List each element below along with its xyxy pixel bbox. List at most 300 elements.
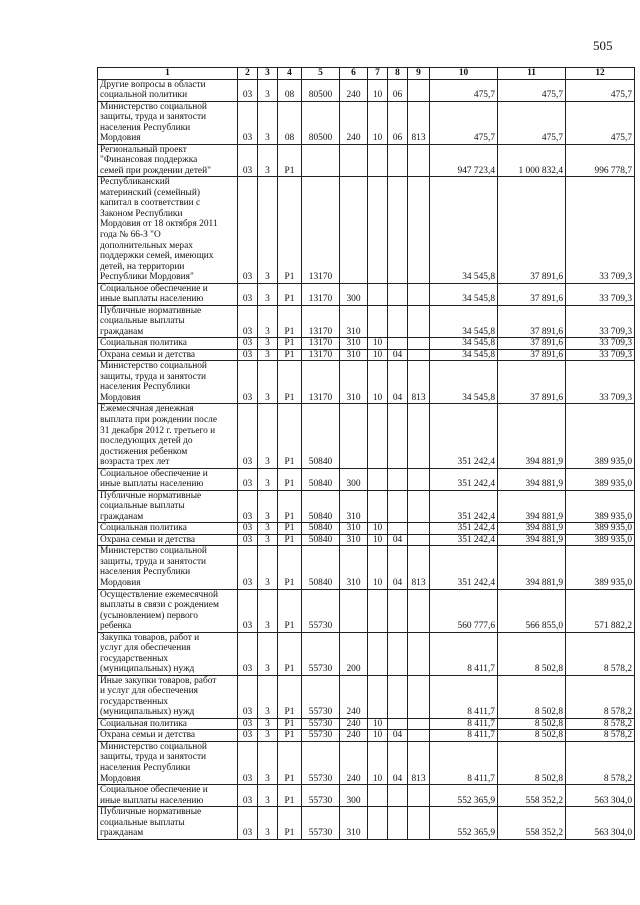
code-subdivision (388, 338, 408, 350)
code-subdivision (388, 144, 408, 177)
code-subdivision (388, 807, 408, 840)
code-department (408, 589, 430, 632)
amount-col10: 947 723,4 (430, 144, 498, 177)
code-sub: 3 (258, 785, 278, 807)
code-target: 13170 (302, 349, 340, 361)
table-row (98, 468, 635, 490)
row-name: Социальное обеспечение и иные выплаты населению (98, 283, 238, 305)
code-section: 03 (238, 144, 258, 177)
code-division: 10 (368, 523, 388, 535)
amount-col10: 34 545,8 (430, 338, 498, 350)
column-header: 5 (302, 68, 340, 80)
table-row (98, 79, 635, 101)
code-project: P1 (278, 468, 302, 490)
column-header: 4 (278, 68, 302, 80)
row-name: Министерство социальной защиты, труда и занятости населения Республики Мордовия (98, 101, 238, 144)
amount-col12: 8 578,2 (566, 632, 635, 675)
amount-col12: 563 304,0 (566, 785, 635, 807)
table-row (98, 349, 635, 361)
amount-col10: 8 411,7 (430, 741, 498, 784)
code-section: 03 (238, 338, 258, 350)
amount-col12: 389 935,0 (566, 468, 635, 490)
row-name: Охрана семьи и детства (98, 730, 238, 742)
code-subdivision: 04 (388, 361, 408, 404)
code-department (408, 404, 430, 468)
code-target: 55730 (302, 632, 340, 675)
amount-col12: 475,7 (566, 79, 635, 101)
code-section: 03 (238, 741, 258, 784)
code-division (368, 177, 388, 283)
code-project: P1 (278, 718, 302, 730)
code-division: 10 (368, 101, 388, 144)
code-project: P1 (278, 349, 302, 361)
code-expense-type: 310 (340, 361, 368, 404)
amount-col11: 394 881,9 (498, 523, 566, 535)
column-header: 1 (98, 68, 238, 80)
code-expense-type: 310 (340, 807, 368, 840)
row-name: Министерство социальной защиты, труда и занятости населения Республики Мордовия (98, 741, 238, 784)
column-header: 8 (388, 68, 408, 80)
amount-col11: 475,7 (498, 79, 566, 101)
amount-col12: 389 935,0 (566, 546, 635, 589)
amount-col12: 33 709,3 (566, 305, 635, 338)
code-division (368, 305, 388, 338)
code-division: 10 (368, 349, 388, 361)
code-subdivision: 04 (388, 730, 408, 742)
code-division: 10 (368, 718, 388, 730)
amount-col11: 37 891,6 (498, 349, 566, 361)
code-division (368, 283, 388, 305)
code-sub: 3 (258, 79, 278, 101)
code-subdivision (388, 589, 408, 632)
amount-col12: 8 578,2 (566, 675, 635, 718)
code-project: P1 (278, 523, 302, 535)
table-row (98, 741, 635, 784)
code-expense-type (340, 177, 368, 283)
code-subdivision (388, 785, 408, 807)
code-project: P1 (278, 675, 302, 718)
code-expense-type: 300 (340, 468, 368, 490)
amount-col10: 560 777,6 (430, 589, 498, 632)
row-name: Региональный проект "Финансовая поддержка семей при рождении детей" (98, 144, 238, 177)
code-sub: 3 (258, 468, 278, 490)
amount-col10: 552 365,9 (430, 807, 498, 840)
code-expense-type: 310 (340, 534, 368, 546)
amount-col10: 8 411,7 (430, 632, 498, 675)
code-division: 10 (368, 730, 388, 742)
code-target: 13170 (302, 177, 340, 283)
code-target: 50840 (302, 534, 340, 546)
amount-col11: 37 891,6 (498, 361, 566, 404)
row-name: Охрана семьи и детства (98, 534, 238, 546)
code-project: P1 (278, 404, 302, 468)
code-subdivision: 04 (388, 349, 408, 361)
code-section: 03 (238, 177, 258, 283)
code-section: 03 (238, 730, 258, 742)
table-body (98, 79, 635, 839)
amount-col12: 389 935,0 (566, 490, 635, 523)
amount-col11: 37 891,6 (498, 177, 566, 283)
row-name: Министерство социальной защиты, труда и занятости населения Республики Мордовия (98, 546, 238, 589)
amount-col11: 394 881,9 (498, 534, 566, 546)
row-name: Иные закупки товаров, работ и услуг для обеспечения государственных (муниципальных) нужд (98, 675, 238, 718)
code-sub: 3 (258, 361, 278, 404)
code-expense-type: 310 (340, 490, 368, 523)
code-project: P1 (278, 490, 302, 523)
amount-col12: 389 935,0 (566, 523, 635, 535)
code-project: P1 (278, 283, 302, 305)
code-department (408, 305, 430, 338)
code-expense-type: 310 (340, 338, 368, 350)
code-subdivision: 04 (388, 534, 408, 546)
row-name: Республиканский материнский (семейный) капитал в соответствии с Законом Республики Мордовия от 18 октября 2011 года № 66-З "О дополнительных мерах поддержки семей, имеющих детей, на территории Республики Мордовия" (98, 177, 238, 283)
amount-col12: 563 304,0 (566, 807, 635, 840)
column-header: 9 (408, 68, 430, 80)
code-project: P1 (278, 807, 302, 840)
code-division: 10 (368, 741, 388, 784)
table-row (98, 730, 635, 742)
code-subdivision: 06 (388, 79, 408, 101)
code-division (368, 589, 388, 632)
amount-col10: 8 411,7 (430, 718, 498, 730)
code-target: 55730 (302, 675, 340, 718)
code-subdivision: 06 (388, 101, 408, 144)
code-expense-type: 240 (340, 675, 368, 718)
code-expense-type: 240 (340, 101, 368, 144)
code-sub: 3 (258, 338, 278, 350)
code-target: 50840 (302, 546, 340, 589)
code-expense-type (340, 144, 368, 177)
code-section: 03 (238, 807, 258, 840)
table-row (98, 305, 635, 338)
row-name: Публичные нормативные социальные выплаты гражданам (98, 490, 238, 523)
row-name: Министерство социальной защиты, труда и занятости населения Республики Мордовия (98, 361, 238, 404)
amount-col12: 389 935,0 (566, 404, 635, 468)
code-department (408, 283, 430, 305)
code-target: 13170 (302, 361, 340, 404)
code-subdivision: 04 (388, 741, 408, 784)
column-header: 10 (430, 68, 498, 80)
code-expense-type: 240 (340, 79, 368, 101)
code-subdivision (388, 177, 408, 283)
code-department (408, 144, 430, 177)
code-expense-type (340, 404, 368, 468)
code-section: 03 (238, 785, 258, 807)
code-project: P1 (278, 546, 302, 589)
code-department (408, 349, 430, 361)
row-name: Ежемесячная денежная выплата при рождении после 31 декабря 2012 г. третьего и последующих детей до достижения ребенком возраста трех лет (98, 404, 238, 468)
table-row (98, 546, 635, 589)
amount-col12: 475,7 (566, 101, 635, 144)
amount-col12: 8 578,2 (566, 730, 635, 742)
amount-col11: 1 000 832,4 (498, 144, 566, 177)
code-section: 03 (238, 101, 258, 144)
code-division (368, 785, 388, 807)
row-name: Социальная политика (98, 338, 238, 350)
amount-col11: 37 891,6 (498, 338, 566, 350)
code-department (408, 177, 430, 283)
code-department (408, 730, 430, 742)
code-division (368, 675, 388, 718)
code-section: 03 (238, 468, 258, 490)
code-subdivision (388, 718, 408, 730)
code-section: 03 (238, 632, 258, 675)
amount-col10: 34 545,8 (430, 177, 498, 283)
table-header-row (98, 68, 635, 80)
code-sub: 3 (258, 546, 278, 589)
code-project: P1 (278, 534, 302, 546)
amount-col10: 34 545,8 (430, 305, 498, 338)
amount-col10: 351 242,4 (430, 404, 498, 468)
column-header: 11 (498, 68, 566, 80)
amount-col10: 351 242,4 (430, 523, 498, 535)
code-department (408, 807, 430, 840)
code-section: 03 (238, 523, 258, 535)
row-name: Социальная политика (98, 523, 238, 535)
code-division: 10 (368, 338, 388, 350)
row-name: Публичные нормативные социальные выплаты гражданам (98, 305, 238, 338)
column-header: 6 (340, 68, 368, 80)
amount-col11: 394 881,9 (498, 490, 566, 523)
table-row (98, 807, 635, 840)
row-name: Социальное обеспечение и иные выплаты населению (98, 785, 238, 807)
amount-col12: 8 578,2 (566, 718, 635, 730)
table-row (98, 361, 635, 404)
code-expense-type: 240 (340, 730, 368, 742)
code-department: 813 (408, 361, 430, 404)
table-row (98, 404, 635, 468)
code-section: 03 (238, 589, 258, 632)
code-target: 55730 (302, 807, 340, 840)
code-section: 03 (238, 546, 258, 589)
code-department (408, 632, 430, 675)
amount-col10: 351 242,4 (430, 490, 498, 523)
amount-col11: 394 881,9 (498, 404, 566, 468)
code-department (408, 785, 430, 807)
table-row (98, 101, 635, 144)
code-subdivision (388, 283, 408, 305)
code-section: 03 (238, 283, 258, 305)
amount-col10: 351 242,4 (430, 468, 498, 490)
code-sub: 3 (258, 349, 278, 361)
code-subdivision (388, 523, 408, 535)
code-target: 55730 (302, 785, 340, 807)
code-project: P1 (278, 144, 302, 177)
code-target: 55730 (302, 741, 340, 784)
code-project: P1 (278, 338, 302, 350)
code-department (408, 675, 430, 718)
code-department (408, 490, 430, 523)
amount-col12: 571 882,2 (566, 589, 635, 632)
code-division: 10 (368, 534, 388, 546)
code-department (408, 79, 430, 101)
code-division: 10 (368, 361, 388, 404)
code-target: 55730 (302, 589, 340, 632)
amount-col10: 34 545,8 (430, 361, 498, 404)
code-section: 03 (238, 404, 258, 468)
code-target: 13170 (302, 338, 340, 350)
code-expense-type (340, 589, 368, 632)
row-name: Социальное обеспечение и иные выплаты населению (98, 468, 238, 490)
code-section: 03 (238, 675, 258, 718)
code-project: P1 (278, 741, 302, 784)
code-sub: 3 (258, 730, 278, 742)
code-subdivision: 04 (388, 546, 408, 589)
amount-col11: 8 502,8 (498, 741, 566, 784)
code-division: 10 (368, 79, 388, 101)
row-name: Осуществление ежемесячной выплаты в связи с рождением (усыновлением) первого ребенка (98, 589, 238, 632)
code-expense-type: 240 (340, 718, 368, 730)
code-section: 03 (238, 79, 258, 101)
amount-col11: 558 352,2 (498, 807, 566, 840)
code-sub: 3 (258, 523, 278, 535)
code-sub: 3 (258, 490, 278, 523)
code-target: 50840 (302, 404, 340, 468)
code-expense-type: 310 (340, 523, 368, 535)
code-department: 813 (408, 546, 430, 589)
table-row (98, 523, 635, 535)
code-subdivision (388, 305, 408, 338)
table-row (98, 144, 635, 177)
amount-col10: 34 545,8 (430, 283, 498, 305)
code-section: 03 (238, 305, 258, 338)
code-sub: 3 (258, 144, 278, 177)
row-name: Закупка товаров, работ и услуг для обеспечения государственных (муниципальных) нужд (98, 632, 238, 675)
code-sub: 3 (258, 675, 278, 718)
amount-col10: 34 545,8 (430, 349, 498, 361)
code-project: P1 (278, 730, 302, 742)
code-target: 50840 (302, 523, 340, 535)
code-section: 03 (238, 718, 258, 730)
code-sub: 3 (258, 404, 278, 468)
code-subdivision (388, 632, 408, 675)
code-department (408, 338, 430, 350)
code-expense-type: 300 (340, 785, 368, 807)
table-row (98, 785, 635, 807)
code-expense-type: 300 (340, 283, 368, 305)
code-division (368, 404, 388, 468)
amount-col11: 558 352,2 (498, 785, 566, 807)
code-sub: 3 (258, 305, 278, 338)
code-expense-type: 310 (340, 546, 368, 589)
code-project: P1 (278, 177, 302, 283)
code-expense-type: 310 (340, 349, 368, 361)
amount-col12: 389 935,0 (566, 534, 635, 546)
code-department (408, 523, 430, 535)
code-target (302, 144, 340, 177)
code-project: P1 (278, 632, 302, 675)
amount-col12: 33 709,3 (566, 349, 635, 361)
amount-col11: 8 502,8 (498, 730, 566, 742)
amount-col11: 8 502,8 (498, 718, 566, 730)
row-name: Социальная политика (98, 718, 238, 730)
page-number: 505 (593, 38, 613, 53)
code-subdivision (388, 404, 408, 468)
column-header: 7 (368, 68, 388, 80)
amount-col11: 37 891,6 (498, 305, 566, 338)
code-project: P1 (278, 785, 302, 807)
code-target: 13170 (302, 283, 340, 305)
code-sub: 3 (258, 741, 278, 784)
code-target: 50840 (302, 490, 340, 523)
amount-col12: 33 709,3 (566, 361, 635, 404)
code-project: P1 (278, 361, 302, 404)
code-subdivision (388, 675, 408, 718)
table-row (98, 534, 635, 546)
code-sub: 3 (258, 283, 278, 305)
table-row (98, 718, 635, 730)
amount-col10: 475,7 (430, 79, 498, 101)
amount-col11: 37 891,6 (498, 283, 566, 305)
amount-col12: 33 709,3 (566, 283, 635, 305)
amount-col11: 8 502,8 (498, 632, 566, 675)
code-expense-type: 310 (340, 305, 368, 338)
code-sub: 3 (258, 177, 278, 283)
table-row (98, 490, 635, 523)
code-target: 55730 (302, 718, 340, 730)
amount-col10: 351 242,4 (430, 546, 498, 589)
code-section: 03 (238, 361, 258, 404)
table-row (98, 632, 635, 675)
code-sub: 3 (258, 718, 278, 730)
code-target: 13170 (302, 305, 340, 338)
code-sub: 3 (258, 101, 278, 144)
table-row (98, 177, 635, 283)
code-sub: 3 (258, 632, 278, 675)
code-division (368, 468, 388, 490)
code-department (408, 718, 430, 730)
code-department: 813 (408, 101, 430, 144)
amount-col11: 8 502,8 (498, 675, 566, 718)
table-row (98, 283, 635, 305)
column-header: 3 (258, 68, 278, 80)
code-division: 10 (368, 546, 388, 589)
code-section: 03 (238, 490, 258, 523)
code-department: 813 (408, 741, 430, 784)
row-name: Охрана семьи и детства (98, 349, 238, 361)
amount-col10: 351 242,4 (430, 534, 498, 546)
code-department (408, 468, 430, 490)
column-header: 2 (238, 68, 258, 80)
amount-col11: 566 855,0 (498, 589, 566, 632)
code-sub: 3 (258, 807, 278, 840)
code-target: 80500 (302, 79, 340, 101)
amount-col12: 996 778,7 (566, 144, 635, 177)
amount-col10: 8 411,7 (430, 675, 498, 718)
code-sub: 3 (258, 534, 278, 546)
code-division (368, 490, 388, 523)
code-expense-type: 200 (340, 632, 368, 675)
column-header: 12 (566, 68, 635, 80)
amount-col12: 33 709,3 (566, 177, 635, 283)
code-target: 50840 (302, 468, 340, 490)
code-target: 80500 (302, 101, 340, 144)
table-row (98, 338, 635, 350)
code-project: P1 (278, 589, 302, 632)
code-subdivision (388, 490, 408, 523)
amount-col10: 552 365,9 (430, 785, 498, 807)
amount-col11: 394 881,9 (498, 468, 566, 490)
amount-col10: 8 411,7 (430, 730, 498, 742)
budget-table (97, 67, 635, 840)
code-department (408, 534, 430, 546)
table-row (98, 675, 635, 718)
code-division (368, 807, 388, 840)
code-target: 55730 (302, 730, 340, 742)
row-name: Публичные нормативные социальные выплаты гражданам (98, 807, 238, 840)
code-expense-type: 240 (340, 741, 368, 784)
table-row (98, 589, 635, 632)
